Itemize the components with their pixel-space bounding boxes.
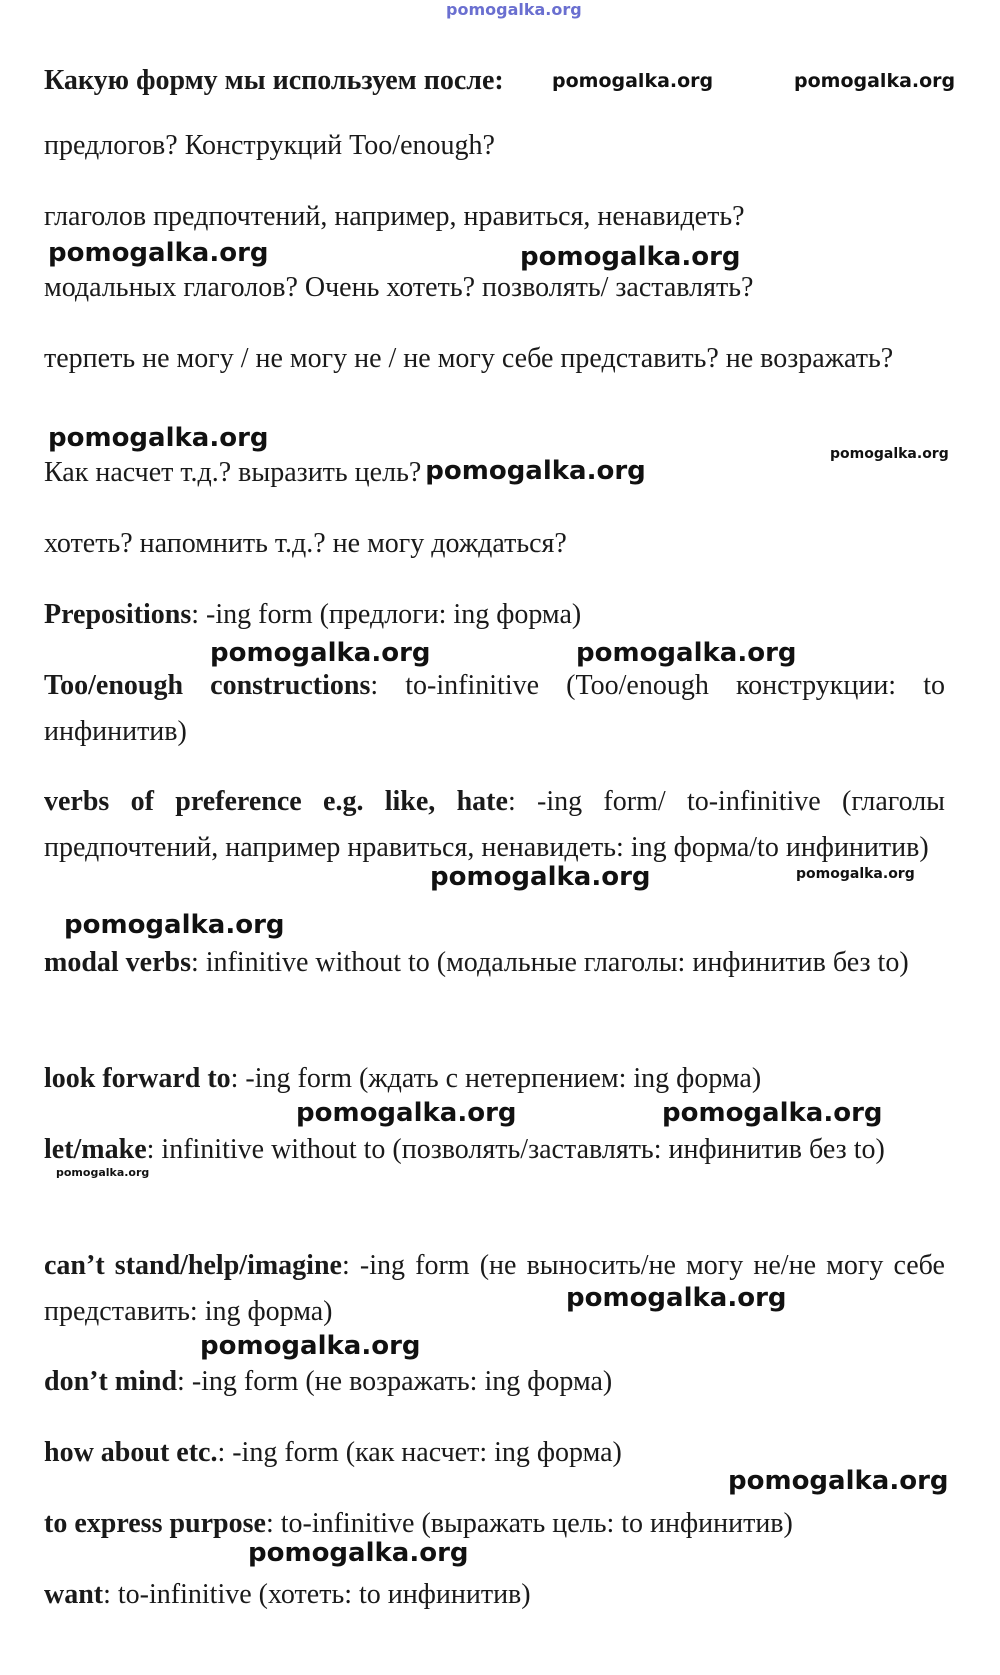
watermark-text: pomogalka.org (520, 242, 741, 272)
rule-line: want: to-infinitive (хотеть: to инфинитив) (44, 1579, 531, 1610)
watermark-text: pomogalka.org (662, 1098, 883, 1128)
question-line: Как насчет т.д.? выразить цель? pomogalka.org (44, 456, 646, 488)
rule-line: Prepositions: -ing form (предлоги: ing форма) (44, 599, 582, 630)
question-line: хотеть? напомнить т.д.? не могу дождаться? (44, 528, 567, 559)
watermark-text: pomogalka.org (552, 70, 714, 92)
question-line: глаголов предпочтений, например, нравиться, ненавидеть? (44, 201, 745, 232)
watermark-text: pomogalka.org (48, 423, 269, 453)
watermark-text: pomogalka.org (296, 1098, 517, 1128)
question-line: терпеть не могу / не могу не / не могу себе представить? не возражать? (44, 343, 894, 374)
rule-line: look forward to: -ing form (ждать с нетерпением: ing форма) (44, 1063, 762, 1094)
watermark-text: pomogalka.org (566, 1283, 787, 1313)
rule-line: don’t mind: -ing form (не возражать: ing форма) (44, 1366, 613, 1397)
watermark-text: pomogalka.org (425, 456, 646, 486)
watermark-text: pomogalka.org (430, 862, 651, 892)
watermark-text: pomogalka.org (56, 1166, 150, 1179)
rule-line: Too/enough constructions: to-infinitive (Too/enough конструкции: to инфинитив) (44, 670, 945, 747)
watermark-text: pomogalka.org (446, 0, 582, 19)
watermark-text: pomogalka.org (64, 910, 285, 940)
question-line: предлогов? Конструкций Too/enough? (44, 130, 495, 161)
rule-line: to express purpose: to-infinitive (выражать цель: to инфинитив) (44, 1508, 793, 1539)
rule-line: can’t stand/help/imagine: -ing form (не выносить/не могу не/не могу себе представить: ing форма) (44, 1250, 945, 1327)
watermark-text: pomogalka.org (728, 1466, 949, 1496)
page-title: Какую форму мы используем после: (44, 65, 504, 96)
watermark-text: pomogalka.org (248, 1538, 469, 1568)
rule-line: modal verbs: infinitive without to (модальные глаголы: инфинитив без to) (44, 947, 909, 978)
watermark-text: pomogalka.org (830, 446, 949, 462)
watermark-text: pomogalka.org (48, 238, 269, 268)
question-line: модальных глаголов? Очень хотеть? позволять/ заставлять? (44, 272, 754, 303)
rule-line: how about etc.: -ing form (как насчет: ing форма) (44, 1437, 622, 1468)
watermark-text: pomogalka.org (576, 638, 797, 668)
watermark-text: pomogalka.org (210, 638, 431, 668)
rule-line: verbs of preference e.g. like, hate: -ing form/ to-infinitive (глаголы предпочтений, например нравиться, ненавидеть: ing форма/to инфинитив) (44, 786, 945, 863)
watermark-text: pomogalka.org (794, 70, 956, 92)
watermark-text: pomogalka.org (796, 866, 915, 882)
watermark-text: pomogalka.org (200, 1331, 421, 1361)
rule-line: let/make: infinitive without to (позволять/заставлять: инфинитив без to) (44, 1134, 885, 1165)
